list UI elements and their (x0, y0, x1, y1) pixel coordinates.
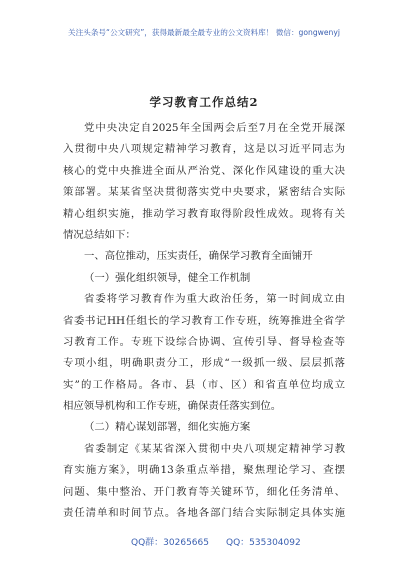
paragraph-line: 省委制定《某某省深入贯彻中央八项规定精神学习教 (84, 442, 345, 455)
paragraph-line: 问题、集中整治、开门教育等关键环节，细化任务清单、 (63, 485, 345, 498)
paragraph-line: 习教育工作。专班下设综合协调、宣传引导、督导检查等 (63, 335, 345, 348)
paragraph-line: 专项小组，明确职责分工，形成“一级抓一级、层层抓落 (63, 357, 345, 370)
document-title: 学习教育工作总结2 (149, 95, 259, 109)
paragraph-line: 省委书记HH任组长的学习教育工作专班，统筹推进全省学 (63, 314, 345, 327)
paragraph-line: 党中央决定自2025年全国两会后至7月在全党开展深 (84, 122, 345, 134)
paragraph-line: 入贯彻中央八项规定精神学习教育，这是以习近平同志为 (63, 143, 345, 156)
document-body (63, 118, 345, 524)
paragraph-line: 核心的党中央推进全面从严治党、深化作风建设的重大决 (63, 164, 345, 177)
paragraph-line: 一、高位推动，压实责任，确保学习教育全面铺开 (84, 250, 313, 263)
paragraph-line: 相应领导机构和工作专班，确保责任落实到位。 (63, 400, 282, 413)
paragraph-line: 策部署。某某省坚决贯彻落实党中央要求，紧密结合实际 (63, 186, 345, 199)
paragraph-line: 实”的工作格局。各市、县（市、区）和省直单位均成立 (63, 378, 345, 391)
paragraph-line: （二）精心谋划部署，细化实施方案 (84, 421, 251, 434)
paragraph-line: 责任清单和时间节点。各地各部门结合实际制定具体实施 (63, 507, 345, 520)
footer-qq-number: QQ：535304092 (226, 538, 301, 548)
paragraph-line: （一）强化组织领导，健全工作机制 (84, 271, 251, 284)
footer-qq-group: QQ群：30265665 (131, 538, 209, 548)
paragraph-line: 情况总结如下： (63, 228, 136, 241)
paragraph-line: 省委将学习教育作为重大政治任务，第一时间成立由 (84, 293, 345, 306)
paragraph-line: 精心组织实施，推动学习教育取得阶段性成效。现将有关 (63, 207, 345, 220)
paragraph-line: 育实施方案》，明确13条重点举措，聚焦理论学习、查摆 (63, 464, 345, 477)
header-promo-note: 关注头条号“公文研究”，获得最新最全最专业的公文资料库！ 微信：gongwenyj (68, 28, 340, 37)
